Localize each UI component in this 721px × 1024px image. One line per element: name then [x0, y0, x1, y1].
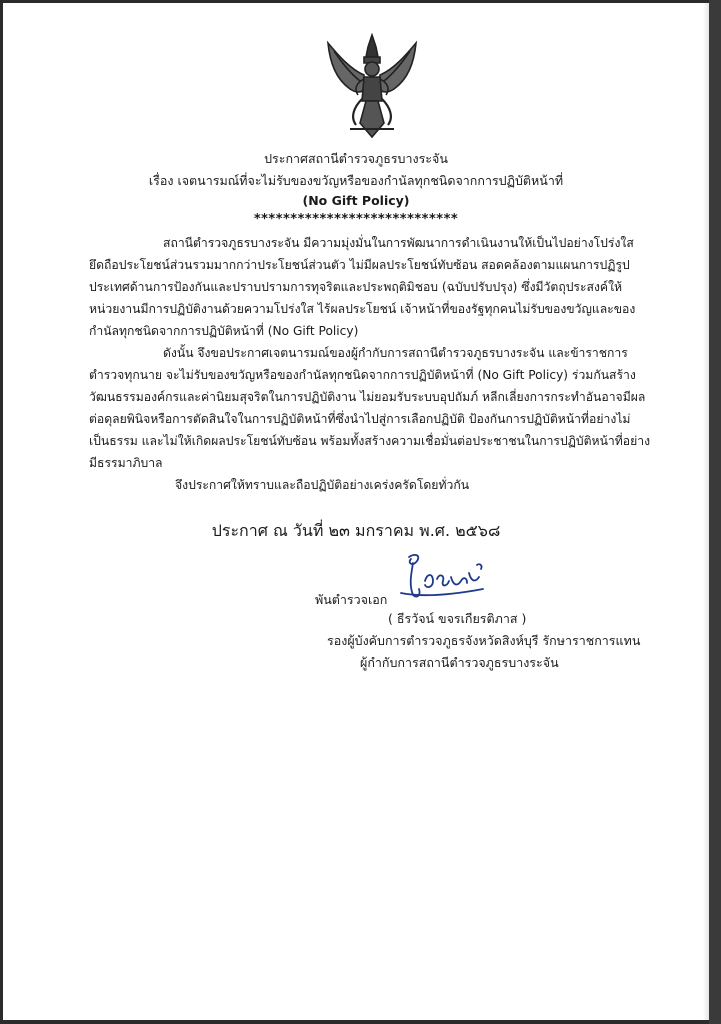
- handwritten-signature-icon: [391, 551, 491, 603]
- notice-subject: เรื่อง เจตนารมณ์ที่จะไม่รับของขวัญหรือของกำนัลทุกชนิดจากการปฏิบัติหน้าที่: [148, 173, 564, 188]
- signer-name: ( ธีรวัจน์ ขจรเกียรติภาส ): [388, 611, 527, 626]
- body-line: กำนัลทุกชนิดจากการปฏิบัติหน้าที่ (No Gift Policy): [89, 324, 359, 338]
- body-line: สถานีตำรวจภูธรบางระจัน มีความมุ่งมั่นในการพัฒนาการดำเนินงานให้เป็นไปอย่างโปร่งใส: [163, 236, 634, 250]
- notice-title: ประกาศสถานีตำรวจภูธรบางระจัน: [264, 151, 448, 166]
- body-line: เป็นธรรม และไม่ให้เกิดผลประโยชน์ทับซ้อน พร้อมทั้งสร้างความเชื่อมั่นต่อประชาชนในการปฏิบัติหน้าที่อย่าง: [89, 434, 651, 448]
- body-line: หน่วยงานมีการปฏิบัติงานด้วยความโปร่งใส ไร้ผลประโยชน์ เจ้าหน้าที่ของรัฐทุกคนไม่รับของขวัญและของ: [89, 302, 636, 316]
- body-line: ประเทศด้านการป้องกันและปราบปรามการทุจริตและประพฤติมิชอบ (ฉบับปรับปรุง) ซึ่งมีวัตถุประสงค์ให้: [89, 280, 623, 294]
- garuda-emblem-icon: [320, 33, 424, 139]
- body-line: วัฒนธรรมองค์กรและค่านิยมสุจริตในการปฏิบัติงาน ไม่ยอมรับระบบอุปถัมภ์ หลีกเลี่ยงการกระทำอันอาจมีผล: [89, 390, 646, 404]
- separator-line: ****************************: [253, 212, 459, 227]
- document-page: [3, 3, 709, 1020]
- body-line: ต่อดุลยพินิจหรือการตัดสินใจในการปฏิบัติหน้าที่ซึ่งนำไปสู่การเลือกปฏิบัติ ป้องกันการปฏิบัติหน้าที่อย่างไม่: [89, 412, 631, 426]
- body-line: ดังนั้น จึงขอประกาศเจตนารมณ์ของผู้กำกับการสถานีตำรวจภูธรบางระจัน และข้าราชการ: [163, 346, 628, 360]
- announcement-date: ประกาศ ณ วันที่ ๒๓ มกราคม พ.ศ. ๒๕๖๘: [211, 521, 501, 540]
- body-line: ตำรวจทุกนาย จะไม่รับของขวัญหรือของกำนัลทุกชนิดจากการปฏิบัติหน้าที่ (No Gift Policy) ร่วมกันสร้าง: [89, 368, 636, 382]
- body-line: มีธรรมาภิบาล: [89, 456, 163, 470]
- window-right-edge: [709, 0, 721, 1024]
- signer-position: ผู้กำกับการสถานีตำรวจภูธรบางระจัน: [360, 655, 559, 670]
- policy-label: (No Gift Policy): [302, 193, 410, 208]
- signer-position: รองผู้บังคับการตำรวจภูธรจังหวัดสิงห์บุรี รักษาราชการแทน: [327, 633, 641, 648]
- signer-rank: พันตำรวจเอก: [315, 592, 388, 607]
- body-line: ยึดถือประโยชน์ส่วนรวมมากกว่าประโยชน์ส่วนตัว ไม่มีผลประโยชน์ทับซ้อน สอดคล้องตามแผนการปฏิรูป: [89, 258, 630, 272]
- body-line: จึงประกาศให้ทราบและถือปฏิบัติอย่างเคร่งครัดโดยทั่วกัน: [175, 478, 470, 492]
